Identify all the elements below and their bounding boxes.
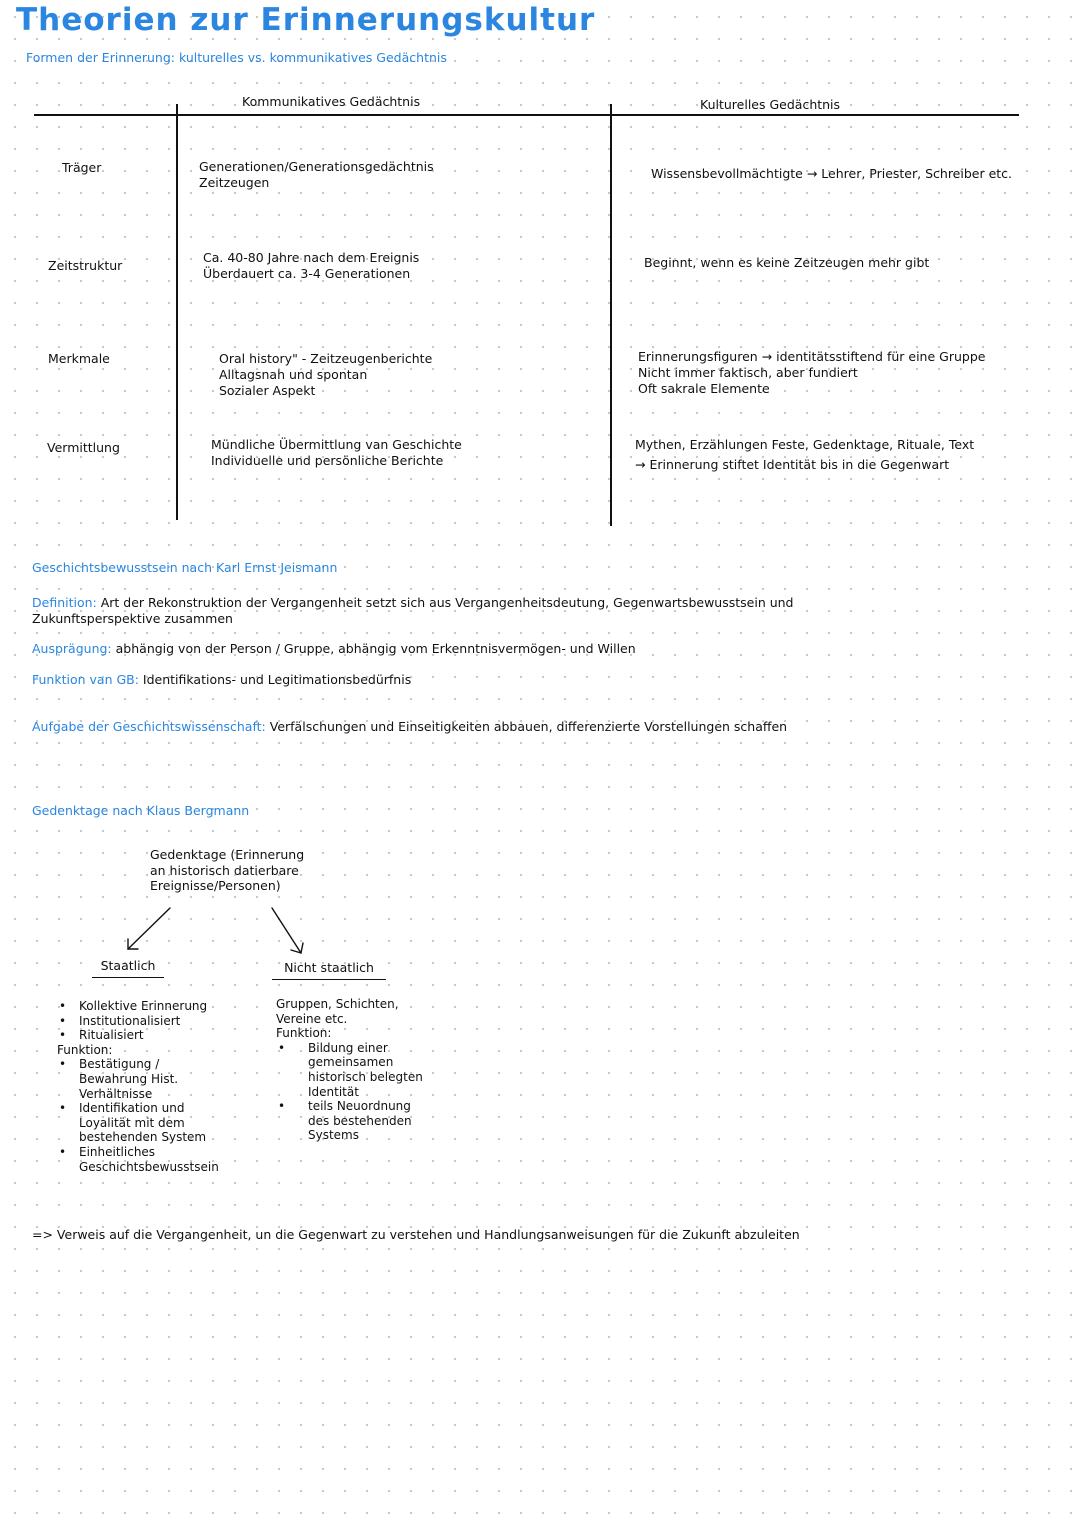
root-line: an historisch datierbare [150,862,299,878]
item-line: Bewahrung Hist. [79,1071,179,1086]
list-item [276,1041,423,1099]
staatlich-funktion-label: Funktion: [57,1042,113,1057]
cell-line: Nicht immer faktisch, aber fundiert [638,365,858,380]
cell-line: Ca. 40-80 Jahre nach dem Ereignis [203,250,420,265]
row-label-zeitstruktur: Zeitstruktur [48,258,123,273]
item-line: Systems [308,1128,359,1143]
cell-line: Beginnt, wenn es keine Zeitzeugen mehr gibt [644,255,930,270]
row-label-traeger: Träger [62,160,102,175]
cell-line: Individuelle und persönliche Berichte [211,453,444,468]
page-subtitle: Formen der Erinnerung: kulturelles vs. kommunikatives Gedächtnis [26,50,447,65]
header-kulturell: Kulturelles Gedächtnis [700,97,841,112]
list-item: • Kollektive Erinnerung [57,999,219,1014]
list-item [276,1099,423,1143]
cell-line: Alltagsnah und spontan [219,367,368,382]
cell-line: Mündliche Übermittlung van Geschichte [211,437,462,452]
cell-line: Wissensbevollmächtigte → Lehrer, Priester, Schreiber etc. [651,166,1013,181]
item-line: gemeinsamen [308,1055,394,1070]
root-line: Gedenktage (Erinnerung [150,847,305,862]
item-line: historisch belegten [308,1069,423,1084]
item-line: Verhältnisse [79,1086,153,1101]
intro-line: Vereine etc. [276,1011,348,1026]
list-item [57,1145,219,1174]
nicht-staatlich-heading: Nicht staatlich [272,961,386,980]
item-line: • Bildung einer [308,1040,388,1055]
cell-line: Generationen/Generationsgedächtnis [199,159,434,174]
definition-text: Art der Rekonstruktion der Vergangenheit setzt sich aus Vergangenheitsdeutung, Gegenwartsbewusstsein und [100,595,794,610]
intro-line: Gruppen, Schichten, [276,997,399,1011]
item-line: • Identifikation und [79,1101,185,1116]
list-item: • Ritualisiert [57,1028,219,1043]
funktion-text: Identifikations- und Legitimationsbedürfnis [142,672,412,687]
definition-label: Definition: [32,595,97,610]
cell-line: Oral history" - Zeitzeugenberichte [219,351,433,366]
cell-line: Mythen, Erzählungen Feste, Gedenktage, Rituale, Text [635,437,975,452]
cell-line: Oft sakrale Elemente [638,381,770,396]
root-line: Ereignisse/Personen) [150,878,281,893]
item-line: bestehenden System [79,1130,207,1145]
cell-line: Überdauert ca. 3-4 Generationen [203,266,411,281]
nicht-staatlich-list [276,1041,423,1143]
cell-line: → Erinnerung stiftet Identität bis in die Gegenwart [635,457,950,472]
arrow-nicht-staatlich [272,908,303,953]
arrow-staatlich [128,908,170,949]
list-item: • Institutionalisiert [57,1014,219,1029]
aufgabe-text: Verfälschungen und Einseitigkeiten abbauen, differenzierte Vorstellungen schaffen [269,719,788,734]
section-title-bergmann: Gedenktage nach Klaus Bergmann [32,803,250,818]
cell-line: Sozialer Aspekt [219,383,316,398]
definition-text-cont: Zukunftsperspektive zusammen [32,611,233,626]
item-line: • Einheitliches [79,1144,156,1159]
page-title: Theorien zur Erinnerungskultur [16,2,596,38]
funktion-label: Funktion van GB: [32,672,139,687]
header-kommunikativ: Kommunikatives Gedächtnis [242,94,421,109]
staatlich-funktion-list [57,1057,219,1174]
section-title-jeismann: Geschichtsbewusstsein nach Karl Ernst Jeismann [32,560,338,575]
item-line: Identität [308,1084,359,1099]
conclusion-text: => Verweis auf die Vergangenheit, un die Gegenwart zu verstehen und Handlungsanweisungen für die Zukunft abzuleiten [32,1227,800,1242]
list-item [57,1101,219,1145]
aufgabe-label: Aufgabe der Geschichtswissenschaft: [32,719,266,734]
staatlich-heading: Staatlich [92,959,164,978]
cell-line: Zeitzeugen [199,175,270,190]
list-item [57,1057,219,1101]
item-line: des bestehenden [308,1113,412,1128]
auspraegung-label: Ausprägung: [32,641,112,656]
cell-line: Erinnerungsfiguren → identitätsstiftend für eine Gruppe [638,349,986,364]
nicht-staatlich-branch [276,997,423,1143]
nicht-staatlich-funktion-label: Funktion: [276,1026,332,1041]
item-line: • Bestätigung / [79,1057,160,1072]
staatlich-branch [57,999,219,1174]
row-label-merkmale: Merkmale [48,351,110,366]
item-line: Geschichtsbewusstsein [79,1159,219,1174]
row-label-vermittlung: Vermittlung [47,440,120,455]
staatlich-list [57,999,219,1043]
item-line: Loyalität mit dem [79,1115,185,1130]
auspraegung-text: abhängig von der Person / Gruppe, abhängig vom Erkenntnisvermögen- und Willen [115,641,636,656]
item-line: • teils Neuordnung [308,1099,411,1114]
